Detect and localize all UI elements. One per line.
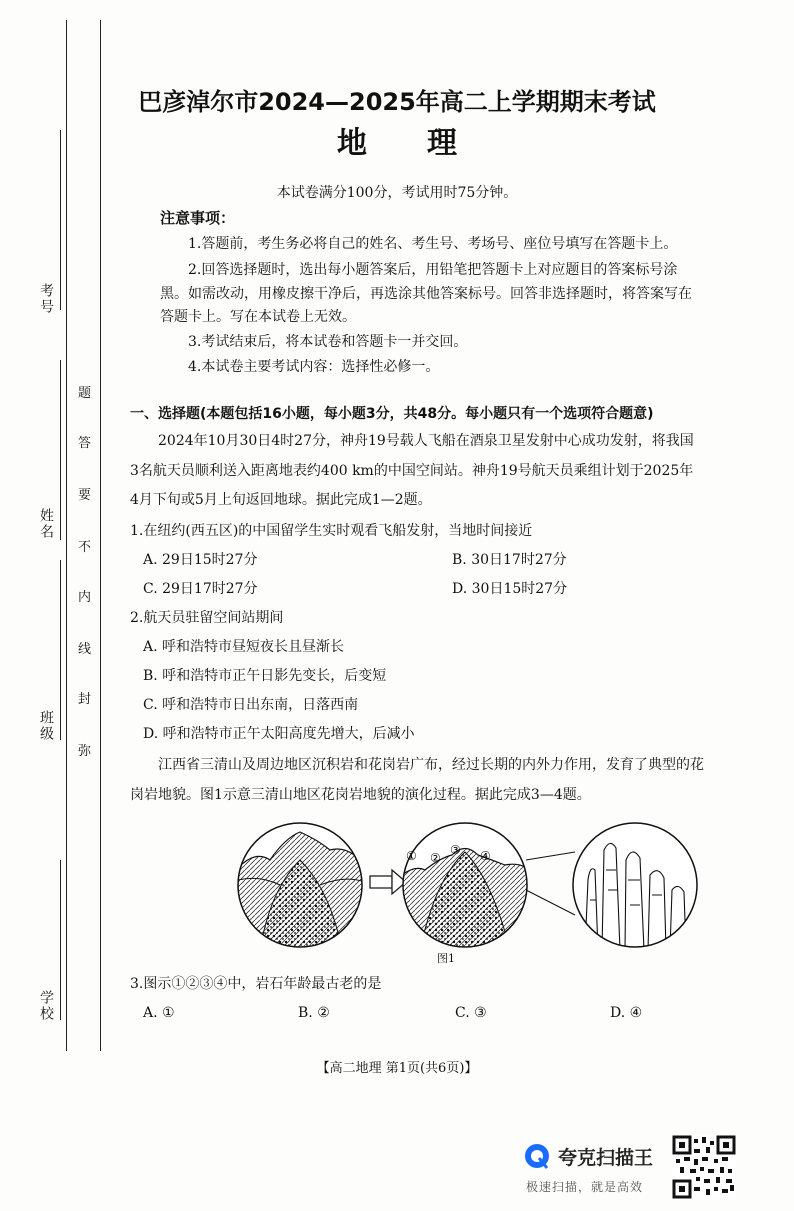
school-line <box>60 860 61 1020</box>
notice-item: 答题卡上。写在本试卷上无效。 <box>160 309 356 325</box>
notice-heading: 注意事项： <box>160 209 236 227</box>
class-line <box>60 560 61 740</box>
seal-char: 封 <box>78 692 92 707</box>
seal-char: 弥 <box>78 744 92 759</box>
q1-option-b: B. 30日17时27分 <box>452 552 567 568</box>
exam-title: 巴彦淖尔市2024—2025年高二上学期期末考试 <box>138 88 656 116</box>
figure-label-4: ④ <box>480 849 491 863</box>
q2-stem: 2.航天员驻留空间站期间 <box>130 610 284 626</box>
class-label: 班级 <box>38 710 54 742</box>
seal-char: 不 <box>78 540 92 555</box>
q1-stem: 1.在纽约(西五区)的中国留学生实时观看飞船发射，当地时间接近 <box>130 523 533 539</box>
intro-line: 4月下旬或5月上旬返回地球。据此完成1—2题。 <box>130 492 432 508</box>
section-heading: 一、选择题(本题包括16小题，每小题3分，共48分。每小题只有一个选项符合题意) <box>130 406 654 422</box>
arrow-icon <box>370 870 406 894</box>
q3-option-a: A. ① <box>143 1005 175 1021</box>
figure-caption: 图1 <box>437 952 455 965</box>
stage3-circle <box>570 820 710 950</box>
subject-title: 地理 <box>337 126 517 161</box>
q3-option-c: C. ③ <box>455 1005 487 1021</box>
seal-char: 线 <box>78 642 92 657</box>
seal-char: 内 <box>78 590 92 605</box>
notice-item: 3.考试结束后，将本试卷和答题卡一并交回。 <box>188 334 468 350</box>
notice-item: 2.回答选择题时，选出每小题答案后，用铅笔把答题卡上对应题目的答案标号涂 <box>188 262 678 278</box>
figure-label-3: ③ <box>450 843 461 857</box>
q2-option-a: A. 呼和浩特市昼短夜长且昼渐长 <box>143 639 345 655</box>
scanner-slogan: 极速扫描，就是高效 <box>526 1180 644 1194</box>
binding-line-outer <box>66 20 67 1051</box>
school-label: 学校 <box>38 990 54 1022</box>
stage1-circle <box>230 820 370 950</box>
intro2-line: 江西省三清山及周边地区沉积岩和花岗岩广布，经过长期的内外力作用，发育了典型的花 <box>158 757 704 773</box>
seal-char: 答 <box>78 436 92 451</box>
q3-stem: 3.图示①②③④中，岩石年龄最古老的是 <box>130 976 382 992</box>
q2-option-d: D. 呼和浩特市正午太阳高度先增大，后减小 <box>143 726 415 742</box>
exam-info: 本试卷满分100分，考试用时75分钟。 <box>276 185 518 201</box>
qr-code-icon <box>672 1135 736 1199</box>
intro2-line: 岗岩地貌。图1示意三清山地区花岗岩地貌的演化过程。据此完成3—4题。 <box>130 787 591 803</box>
seal-char: 要 <box>78 488 92 503</box>
stage2-circle <box>400 820 540 950</box>
q1-option-c: C. 29日17时27分 <box>143 581 258 597</box>
exam-no-label: 考号 <box>38 283 54 315</box>
name-line <box>60 360 61 540</box>
scanner-brand: 夸克扫描王 <box>558 1147 654 1169</box>
q1-option-d: D. 30日15时27分 <box>452 581 568 597</box>
figure-label-1: ① <box>406 849 417 863</box>
seal-char: 题 <box>78 386 92 401</box>
q3-option-b: B. ② <box>298 1005 330 1021</box>
figure-label-2: ② <box>430 851 441 865</box>
name-label: 姓名 <box>38 508 54 540</box>
q3-option-d: D. ④ <box>610 1005 643 1021</box>
notice-item: 1.答题前，考生务必将自己的姓名、考生号、考场号、座位号填写在答题卡上。 <box>188 236 678 252</box>
figure-granite-evolution <box>230 820 770 950</box>
q2-option-c: C. 呼和浩特市日出东南，日落西南 <box>143 697 359 713</box>
q2-option-b: B. 呼和浩特市正午日影先变长，后变短 <box>143 668 387 684</box>
notice-item: 黑。如需改动，用橡皮擦干净后，再选涂其他答案标号。回答非选择题时，将答案写在 <box>160 286 692 302</box>
intro-line: 2024年10月30日4时27分，神舟19号载人飞船在酒泉卫星发射中心成功发射，将我国 <box>158 433 694 449</box>
page-footer: 【高二地理 第1页(共6页)】 <box>316 1061 478 1076</box>
notice-item: 4.本试卷主要考试内容：选择性必修一。 <box>188 359 440 375</box>
intro-line: 3名航天员顺利送入距离地表约400 km的中国空间站。神舟19号航天员乘组计划于2025年 <box>130 463 694 479</box>
binding-line-inner <box>100 20 101 1051</box>
quark-logo-icon <box>523 1142 551 1170</box>
q1-option-a: A. 29日15时27分 <box>143 552 258 568</box>
